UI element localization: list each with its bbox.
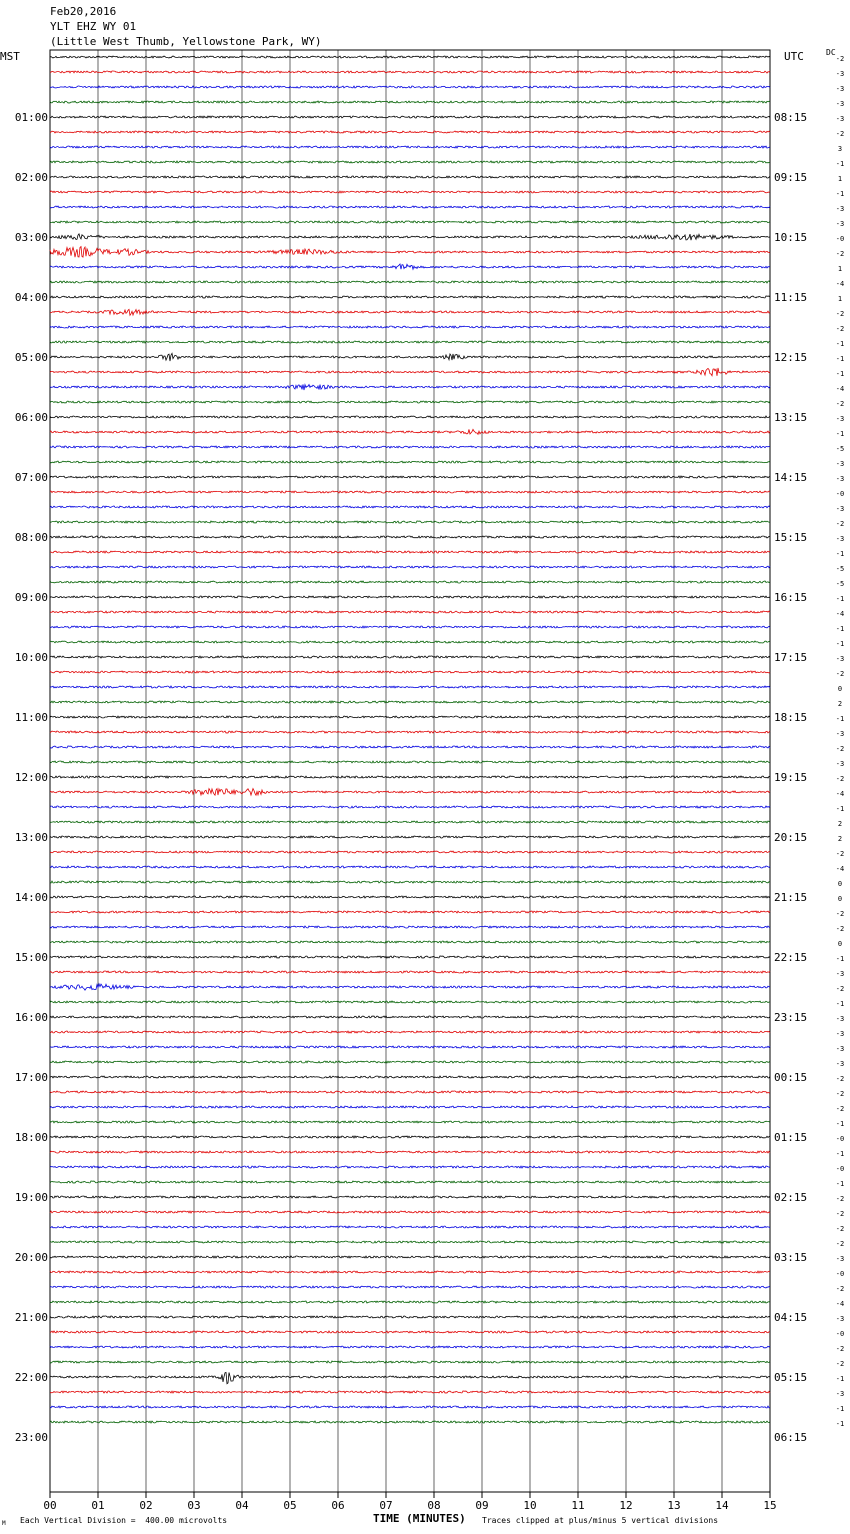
dc-offset-label: -2 — [835, 1360, 845, 1368]
trace-line — [50, 1196, 770, 1198]
trace-line — [50, 401, 770, 403]
dc-offset-label: -1 — [835, 160, 845, 168]
trace-line — [50, 806, 770, 808]
trace-line — [50, 56, 770, 58]
trace-line — [50, 1076, 770, 1078]
trace-line — [50, 326, 770, 328]
trace-line — [50, 1151, 770, 1153]
dc-offset-label: -2 — [835, 1090, 845, 1098]
dc-offset-label: -1 — [835, 1375, 845, 1383]
trace-line — [50, 1226, 770, 1228]
trace-line — [50, 429, 770, 434]
trace-line — [50, 221, 770, 223]
dc-offset-label: 2 — [837, 700, 843, 708]
x-tick-label: 10 — [523, 1499, 537, 1512]
trace-line — [50, 626, 770, 628]
station-label: YLT EHZ WY 01 — [50, 20, 137, 33]
dc-offset-label: -3 — [835, 535, 845, 543]
dc-offset-label: 0 — [837, 940, 843, 948]
utc-hour-label: 05:15 — [774, 1371, 808, 1384]
dc-offset-label: -1 — [835, 955, 845, 963]
dc-offset-label: -3 — [835, 415, 845, 423]
dc-offset-label: -1 — [835, 1180, 845, 1188]
mst-hour-label: 14:00 — [14, 891, 48, 904]
dc-offset-label: -3 — [835, 655, 845, 663]
dc-offset-label: -3 — [835, 760, 845, 768]
trace-line — [50, 161, 770, 163]
dc-offset-label: -2 — [835, 1105, 845, 1113]
dc-offset-label: -3 — [835, 205, 845, 213]
dc-offset-label: -4 — [835, 385, 845, 393]
x-tick-label: 02 — [139, 1499, 153, 1512]
dc-offset-label: 0 — [837, 685, 843, 693]
trace-line — [50, 1106, 770, 1108]
dc-offset-label: -1 — [835, 715, 845, 723]
dc-offset-label: -4 — [835, 865, 845, 873]
mst-hour-label: 08:00 — [14, 531, 48, 544]
dc-offset-label: -1 — [835, 550, 845, 558]
trace-line — [50, 866, 770, 868]
utc-hour-label: 11:15 — [774, 291, 808, 304]
x-axis-title: TIME (MINUTES) — [373, 1512, 466, 1525]
dc-offset-label: -3 — [835, 505, 845, 513]
trace-line — [50, 446, 770, 448]
dc-offset-label: -1 — [835, 805, 845, 813]
dc-offset-label: -2 — [835, 745, 845, 753]
trace-line — [50, 1016, 770, 1018]
dc-offset-label: -4 — [835, 610, 845, 618]
utc-hour-label: 21:15 — [774, 891, 808, 904]
trace-line — [50, 581, 770, 583]
mst-hour-label: 13:00 — [14, 831, 48, 844]
dc-offset-label: -1 — [835, 1420, 845, 1428]
trace-line — [50, 353, 770, 361]
trace-line — [50, 1406, 770, 1408]
mst-hour-label: 15:00 — [14, 951, 48, 964]
trace-line — [50, 341, 770, 343]
dc-offset-label: -4 — [835, 1300, 845, 1308]
dc-offset-label: -4 — [835, 790, 845, 798]
dc-offset-label: 1 — [837, 175, 843, 183]
trace-line — [50, 176, 770, 178]
dc-offset-label: -1 — [835, 1150, 845, 1158]
mst-hour-label: 16:00 — [14, 1011, 48, 1024]
trace-line — [50, 521, 770, 523]
trace-line — [50, 566, 770, 568]
dc-offset-label: -2 — [835, 925, 845, 933]
trace-line — [50, 368, 770, 376]
mst-hour-label: 10:00 — [14, 651, 48, 664]
x-tick-label: 04 — [235, 1499, 249, 1512]
utc-hour-label: 14:15 — [774, 471, 808, 484]
x-tick-label: 07 — [379, 1499, 393, 1512]
utc-hour-label: 03:15 — [774, 1251, 808, 1264]
dc-offset-label: -2 — [835, 1345, 845, 1353]
x-tick-label: 12 — [619, 1499, 633, 1512]
trace-line — [50, 1091, 770, 1093]
trace-line — [50, 836, 770, 838]
x-tick-label: 14 — [715, 1499, 729, 1512]
trace-line — [50, 1121, 770, 1123]
dc-offset-label: -1 — [835, 1405, 845, 1413]
trace-line — [50, 131, 770, 133]
trace-line — [50, 1301, 770, 1303]
trace-line — [50, 671, 770, 673]
label-group — [15, 55, 844, 1512]
division-note: Each Vertical Division = 400.00 microvolts — [20, 1516, 228, 1525]
dc-offset-label: 2 — [837, 835, 843, 843]
mst-axis-label: MST — [0, 50, 20, 63]
mst-hour-label: 04:00 — [14, 291, 48, 304]
dc-offset-label: 3 — [837, 145, 843, 153]
trace-line — [50, 1372, 770, 1383]
trace-line — [50, 1136, 770, 1138]
dc-offset-label: -1 — [835, 1000, 845, 1008]
dc-offset-label: -3 — [835, 1315, 845, 1323]
trace-line — [50, 911, 770, 913]
dc-offset-label: 0 — [837, 895, 843, 903]
utc-hour-label: 18:15 — [774, 711, 808, 724]
trace-line — [50, 1211, 770, 1213]
x-tick-label: 08 — [427, 1499, 441, 1512]
dc-offset-label: -1 — [835, 640, 845, 648]
dc-offset-label: -2 — [835, 775, 845, 783]
dc-offset-label: -3 — [835, 460, 845, 468]
mst-hour-label: 19:00 — [14, 1191, 48, 1204]
trace-line — [50, 1061, 770, 1063]
trace-line — [50, 941, 770, 943]
utc-hour-label: 00:15 — [774, 1071, 808, 1084]
dc-offset-label: -0 — [835, 1330, 845, 1338]
dc-offset-label: -1 — [835, 595, 845, 603]
trace-line — [50, 731, 770, 733]
dc-offset-label: -2 — [835, 310, 845, 318]
corner-mark: M — [2, 1520, 6, 1527]
mst-hour-label: 01:00 — [14, 111, 48, 124]
dc-offset-label: 1 — [837, 295, 843, 303]
trace-line — [50, 1286, 770, 1288]
dc-offset-label: -1 — [835, 370, 845, 378]
trace-line — [50, 281, 770, 283]
dc-offset-label: -3 — [835, 1390, 845, 1398]
trace-line — [50, 1391, 770, 1393]
trace-line — [50, 116, 770, 118]
dc-offset-label: -1 — [835, 355, 845, 363]
trace-line — [50, 746, 770, 748]
trace-line — [50, 1181, 770, 1183]
dc-offset-label: -3 — [835, 70, 845, 78]
trace-line — [50, 596, 770, 598]
dc-offset-label: -0 — [835, 490, 845, 498]
mst-hour-label: 07:00 — [14, 471, 48, 484]
dc-offset-label: -2 — [835, 1240, 845, 1248]
dc-offset-label: -1 — [835, 340, 845, 348]
trace-line — [50, 851, 770, 853]
trace-line — [50, 86, 770, 88]
trace-line — [50, 1001, 770, 1003]
trace-line — [50, 1046, 770, 1048]
trace-line — [50, 247, 770, 258]
utc-hour-label: 08:15 — [774, 111, 808, 124]
utc-axis-label: UTC — [784, 50, 804, 63]
dc-offset-label: -3 — [835, 475, 845, 483]
mst-hour-label: 22:00 — [14, 1371, 48, 1384]
dc-offset-label: -3 — [835, 85, 845, 93]
trace-line — [50, 984, 770, 990]
utc-hour-label: 22:15 — [774, 951, 808, 964]
dc-offset-label: -1 — [835, 190, 845, 198]
dc-offset-label: -2 — [835, 850, 845, 858]
mst-hour-label: 20:00 — [14, 1251, 48, 1264]
trace-line — [50, 491, 770, 493]
mst-hour-label: 23:00 — [14, 1431, 48, 1444]
dc-offset-label: -2 — [835, 1285, 845, 1293]
utc-hour-label: 06:15 — [774, 1431, 808, 1444]
dc-offset-label: -2 — [835, 55, 845, 63]
trace-line — [50, 1331, 770, 1333]
utc-hour-label: 10:15 — [774, 231, 808, 244]
trace-line — [50, 416, 770, 418]
mst-hour-label: 18:00 — [14, 1131, 48, 1144]
dc-offset-label: -0 — [835, 1270, 845, 1278]
trace-line — [50, 789, 770, 796]
trace-line — [50, 71, 770, 73]
x-tick-label: 00 — [43, 1499, 57, 1512]
dc-offset-label: -2 — [835, 520, 845, 528]
mst-hour-label: 02:00 — [14, 171, 48, 184]
dc-offset-label: -3 — [835, 730, 845, 738]
mst-hour-label: 09:00 — [14, 591, 48, 604]
trace-line — [50, 701, 770, 703]
dc-offset-label: 0 — [837, 880, 843, 888]
trace-line — [50, 476, 770, 478]
trace-line — [50, 385, 770, 391]
x-tick-label: 15 — [763, 1499, 777, 1512]
trace-group — [50, 56, 770, 1423]
trace-line — [50, 656, 770, 658]
dc-offset-label: -2 — [835, 1195, 845, 1203]
trace-line — [50, 1256, 770, 1258]
trace-line — [50, 1031, 770, 1033]
dc-label: DC — [826, 48, 836, 57]
x-tick-label: 06 — [331, 1499, 345, 1512]
dc-offset-label: -2 — [835, 400, 845, 408]
dc-offset-label: -5 — [835, 445, 845, 453]
trace-line — [50, 926, 770, 928]
dc-offset-label: -5 — [835, 565, 845, 573]
date-label: Feb20,2016 — [50, 5, 117, 18]
mst-hour-label: 21:00 — [14, 1311, 48, 1324]
trace-line — [50, 716, 770, 718]
trace-line — [50, 1346, 770, 1348]
dc-offset-label: 1 — [837, 265, 843, 273]
utc-hour-label: 15:15 — [774, 531, 808, 544]
trace-line — [50, 101, 770, 103]
dc-offset-label: -1 — [835, 625, 845, 633]
dc-offset-label: -3 — [835, 1255, 845, 1263]
dc-offset-label: -3 — [835, 220, 845, 228]
utc-hour-label: 04:15 — [774, 1311, 808, 1324]
utc-hour-label: 01:15 — [774, 1131, 808, 1144]
clip-note: Traces clipped at plus/minus 5 vertical divisions — [482, 1516, 719, 1525]
trace-line — [50, 536, 770, 538]
trace-line — [50, 1361, 770, 1363]
mst-hour-label: 12:00 — [14, 771, 48, 784]
mst-hour-label: 05:00 — [14, 351, 48, 364]
trace-line — [50, 234, 770, 240]
trace-line — [50, 296, 770, 298]
x-tick-label: 03 — [187, 1499, 201, 1512]
trace-line — [50, 1166, 770, 1168]
trace-line — [50, 776, 770, 778]
trace-line — [50, 821, 770, 823]
dc-offset-label: -3 — [835, 1060, 845, 1068]
dc-offset-label: -5 — [835, 580, 845, 588]
utc-hour-label: 09:15 — [774, 171, 808, 184]
location-label: (Little West Thumb, Yellowstone Park, WY) — [50, 35, 322, 48]
utc-hour-label: 16:15 — [774, 591, 808, 604]
dc-offset-label: -2 — [835, 1210, 845, 1218]
dc-offset-label: -3 — [835, 1030, 845, 1038]
utc-hour-label: 17:15 — [774, 651, 808, 664]
utc-hour-label: 19:15 — [774, 771, 808, 784]
plot-frame — [50, 50, 770, 1492]
dc-offset-label: -1 — [835, 1120, 845, 1128]
trace-line — [50, 1316, 770, 1318]
x-tick-label: 01 — [91, 1499, 105, 1512]
dc-offset-label: -3 — [835, 115, 845, 123]
trace-line — [50, 264, 770, 269]
trace-line — [50, 206, 770, 208]
dc-offset-label: -0 — [835, 1165, 845, 1173]
dc-offset-label: -2 — [835, 325, 845, 333]
dc-offset-label: -3 — [835, 1045, 845, 1053]
dc-offset-label: -4 — [835, 280, 845, 288]
dc-offset-label: -3 — [835, 970, 845, 978]
trace-line — [50, 191, 770, 193]
trace-line — [50, 641, 770, 643]
dc-offset-label: -2 — [835, 1075, 845, 1083]
dc-offset-label: -2 — [835, 985, 845, 993]
mst-hour-label: 03:00 — [14, 231, 48, 244]
trace-line — [50, 761, 770, 763]
mst-hour-label: 11:00 — [14, 711, 48, 724]
utc-hour-label: 23:15 — [774, 1011, 808, 1024]
trace-line — [50, 956, 770, 958]
trace-line — [50, 896, 770, 898]
dc-offset-label: -2 — [835, 250, 845, 258]
utc-hour-label: 13:15 — [774, 411, 808, 424]
trace-line — [50, 686, 770, 688]
trace-line — [50, 551, 770, 553]
trace-line — [50, 309, 770, 315]
trace-line — [50, 1241, 770, 1243]
dc-offset-label: -2 — [835, 910, 845, 918]
dc-offset-label: 2 — [837, 820, 843, 828]
trace-line — [50, 881, 770, 883]
trace-line — [50, 506, 770, 508]
utc-hour-label: 02:15 — [774, 1191, 808, 1204]
trace-line — [50, 146, 770, 148]
trace-line — [50, 1421, 770, 1423]
x-tick-label: 09 — [475, 1499, 489, 1512]
dc-offset-label: -3 — [835, 100, 845, 108]
trace-line — [50, 461, 770, 463]
x-tick-label: 05 — [283, 1499, 297, 1512]
x-tick-label: 13 — [667, 1499, 681, 1512]
trace-line — [50, 611, 770, 613]
x-tick-label: 11 — [571, 1499, 585, 1512]
dc-offset-label: -3 — [835, 1015, 845, 1023]
dc-offset-label: -1 — [835, 430, 845, 438]
mst-hour-label: 06:00 — [14, 411, 48, 424]
trace-line — [50, 971, 770, 973]
dc-offset-label: -2 — [835, 670, 845, 678]
dc-offset-label: -0 — [835, 235, 845, 243]
dc-offset-label: -2 — [835, 130, 845, 138]
dc-offset-label: -2 — [835, 1225, 845, 1233]
trace-line — [50, 1271, 770, 1273]
dc-offset-label: -0 — [835, 1135, 845, 1143]
mst-hour-label: 17:00 — [14, 1071, 48, 1084]
utc-hour-label: 20:15 — [774, 831, 808, 844]
utc-hour-label: 12:15 — [774, 351, 808, 364]
